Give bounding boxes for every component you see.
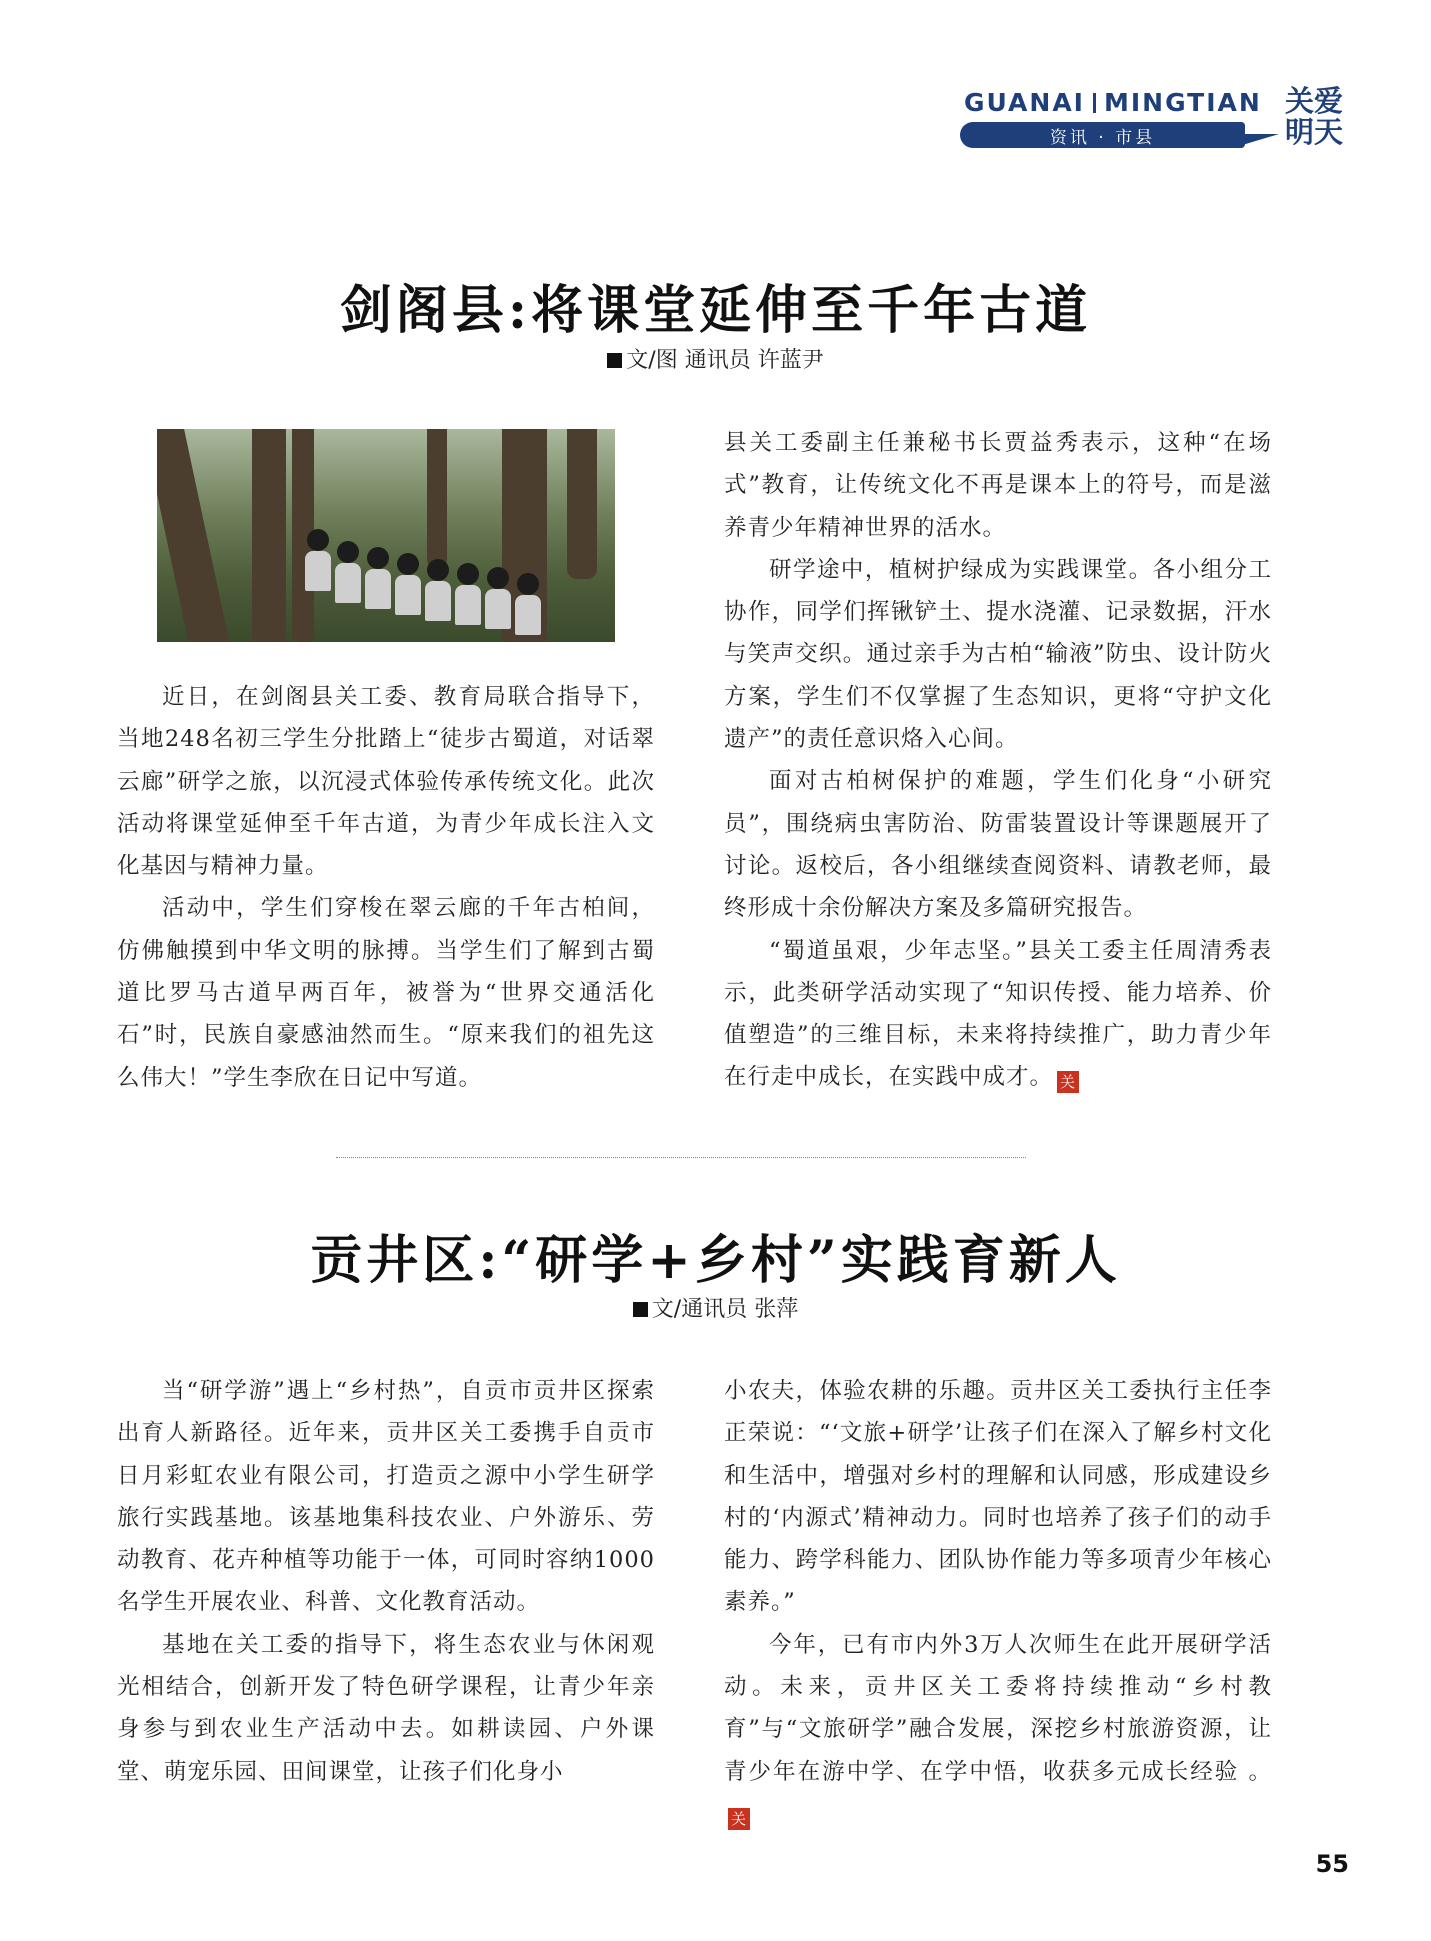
article1-paragraph: 近日，在剑阁县关工委、教育局联合指导下，当地248名初三学生分批踏上“徒步古蜀道，对话翠云廊”研学之旅，以沉浸式体验传承传统文化。此次活动将课堂延伸至千年古道，为青少年成长注入文化基因与精神力量。 [117, 684, 655, 880]
brand-chinese-logo [1285, 86, 1345, 148]
article2-paragraph [724, 1624, 1272, 1835]
article2-title: 贡井区:“研学+乡村”实践育新人 [310, 1230, 1121, 1291]
article2-byline [0, 1292, 1431, 1323]
page-number: 55 [1315, 1850, 1349, 1878]
article-divider [336, 1157, 1026, 1158]
brand-en-left: GUANAI [964, 88, 1085, 117]
article1-paragraph: 面对古柏树保护的难题，学生们化身“小研究员”，围绕病虫害防治、防雷装置设计等课题展开了讨论。返校后，各小组继续查阅资料、请教老师，最终形成十余份解决方案及多篇研究报告。 [724, 768, 1272, 922]
article1-left-column [117, 676, 655, 1099]
article2-byline-text: 文/通讯员 张萍 [651, 1297, 799, 1322]
article1-last-paragraph-text: “蜀道虽艰，少年志坚。”县关工委主任周清秀表示，此类研学活动实现了“知识传授、能力培养、价值塑造”的三维目标，未来将持续推广，助力青少年在行走中成长，在实践中成才。 [724, 937, 1272, 1091]
section-label: 资讯 · 市县 [960, 122, 1245, 148]
byline-square-icon [633, 1302, 648, 1317]
brand-separator [1093, 93, 1096, 113]
article1-byline-text: 文/图 通讯员 许蓝尹 [626, 348, 824, 373]
article2-left-column [117, 1370, 655, 1793]
article1-photo [157, 429, 615, 642]
article1-continuation: 县关工委副主任兼秘书长贾益秀表示，这种“在场式”教育，让传统文化不再是课本上的符号，而是滋养青少年精神世界的活水。 [724, 430, 1272, 541]
article1-paragraph [724, 930, 1272, 1099]
masthead [960, 84, 1370, 154]
end-mark-icon: 关 [1057, 1071, 1079, 1093]
end-mark-icon: 关 [728, 1808, 750, 1830]
article1-paragraph: 研学途中，植树护绿成为实践课堂。各小组分工协作，同学们挥锹铲土、提水浇灌、记录数据，汗水与笑声交织。通过亲手为古柏“输液”防虫、设计防火方案，学生们不仅掌握了生态知识，更将“守护文化遗产”的责任意识烙入心间。 [724, 556, 1272, 753]
article2-paragraph: 当“研学游”遇上“乡村热”，自贡市贡井区探索出育人新路径。近年来，贡井区关工委携手自贡市日月彩虹农业有限公司，打造贡之源中小学生研学旅行实践基地。该基地集科技农业、户外游乐、劳动教育、花卉种植等功能于一体，可同时容纳1000名学生开展农业、科普、文化教育活动。 [117, 1378, 655, 1616]
byline-square-icon [607, 353, 622, 368]
article2-last-paragraph-text: 今年，已有市内外3万人次师生在此开展研学活动。未来，贡井区关工委将持续推动“乡村教育”与“文旅研学”融合发展，深挖乡村旅游资源，让青少年在游中学、在学中悟，收获多元成长经验 。 [724, 1631, 1272, 1785]
article1-right-column [724, 422, 1272, 1099]
article2-right-column [724, 1370, 1272, 1835]
article1-byline [0, 343, 1431, 374]
brand-cn-line2: 明天 [1285, 115, 1344, 149]
article1-title: 剑阁县:将课堂延伸至千年古道 [339, 280, 1092, 341]
brand-cn-line1: 关爱 [1285, 84, 1344, 118]
article2-paragraph: 基地在关工委的指导下，将生态农业与休闲观光相结合，创新开发了特色研学课程，让青少年亲身参与到农业生产活动中去。如耕读园、户外课堂、萌宠乐园、田间课堂，让孩子们化身小 [117, 1631, 655, 1785]
brand-en-right: MINGTIAN [1103, 88, 1262, 117]
article2-continuation: 小农夫，体验农耕的乐趣。贡井区关工委执行主任李正荣说：“‘文旅+研学’让孩子们在深入了解乡村文化和生活中，增强对乡村的理解和认同感，形成建设乡村的‘内源式’精神动力。同时也培养了孩子们的动手能力、跨学科能力、团队协作能力等多项青少年核心素养。” [724, 1378, 1272, 1616]
students-group [307, 519, 557, 639]
article1-paragraph: 活动中，学生们穿梭在翠云廊的千年古柏间，仿佛触摸到中华文明的脉搏。当学生们了解到古蜀道比罗马古道早两百年，被誉为“世界交通活化石”时，民族自豪感油然而生。“原来我们的祖先这么伟大！”学生李欣在日记中写道。 [117, 895, 655, 1091]
brand-english [964, 88, 1274, 117]
